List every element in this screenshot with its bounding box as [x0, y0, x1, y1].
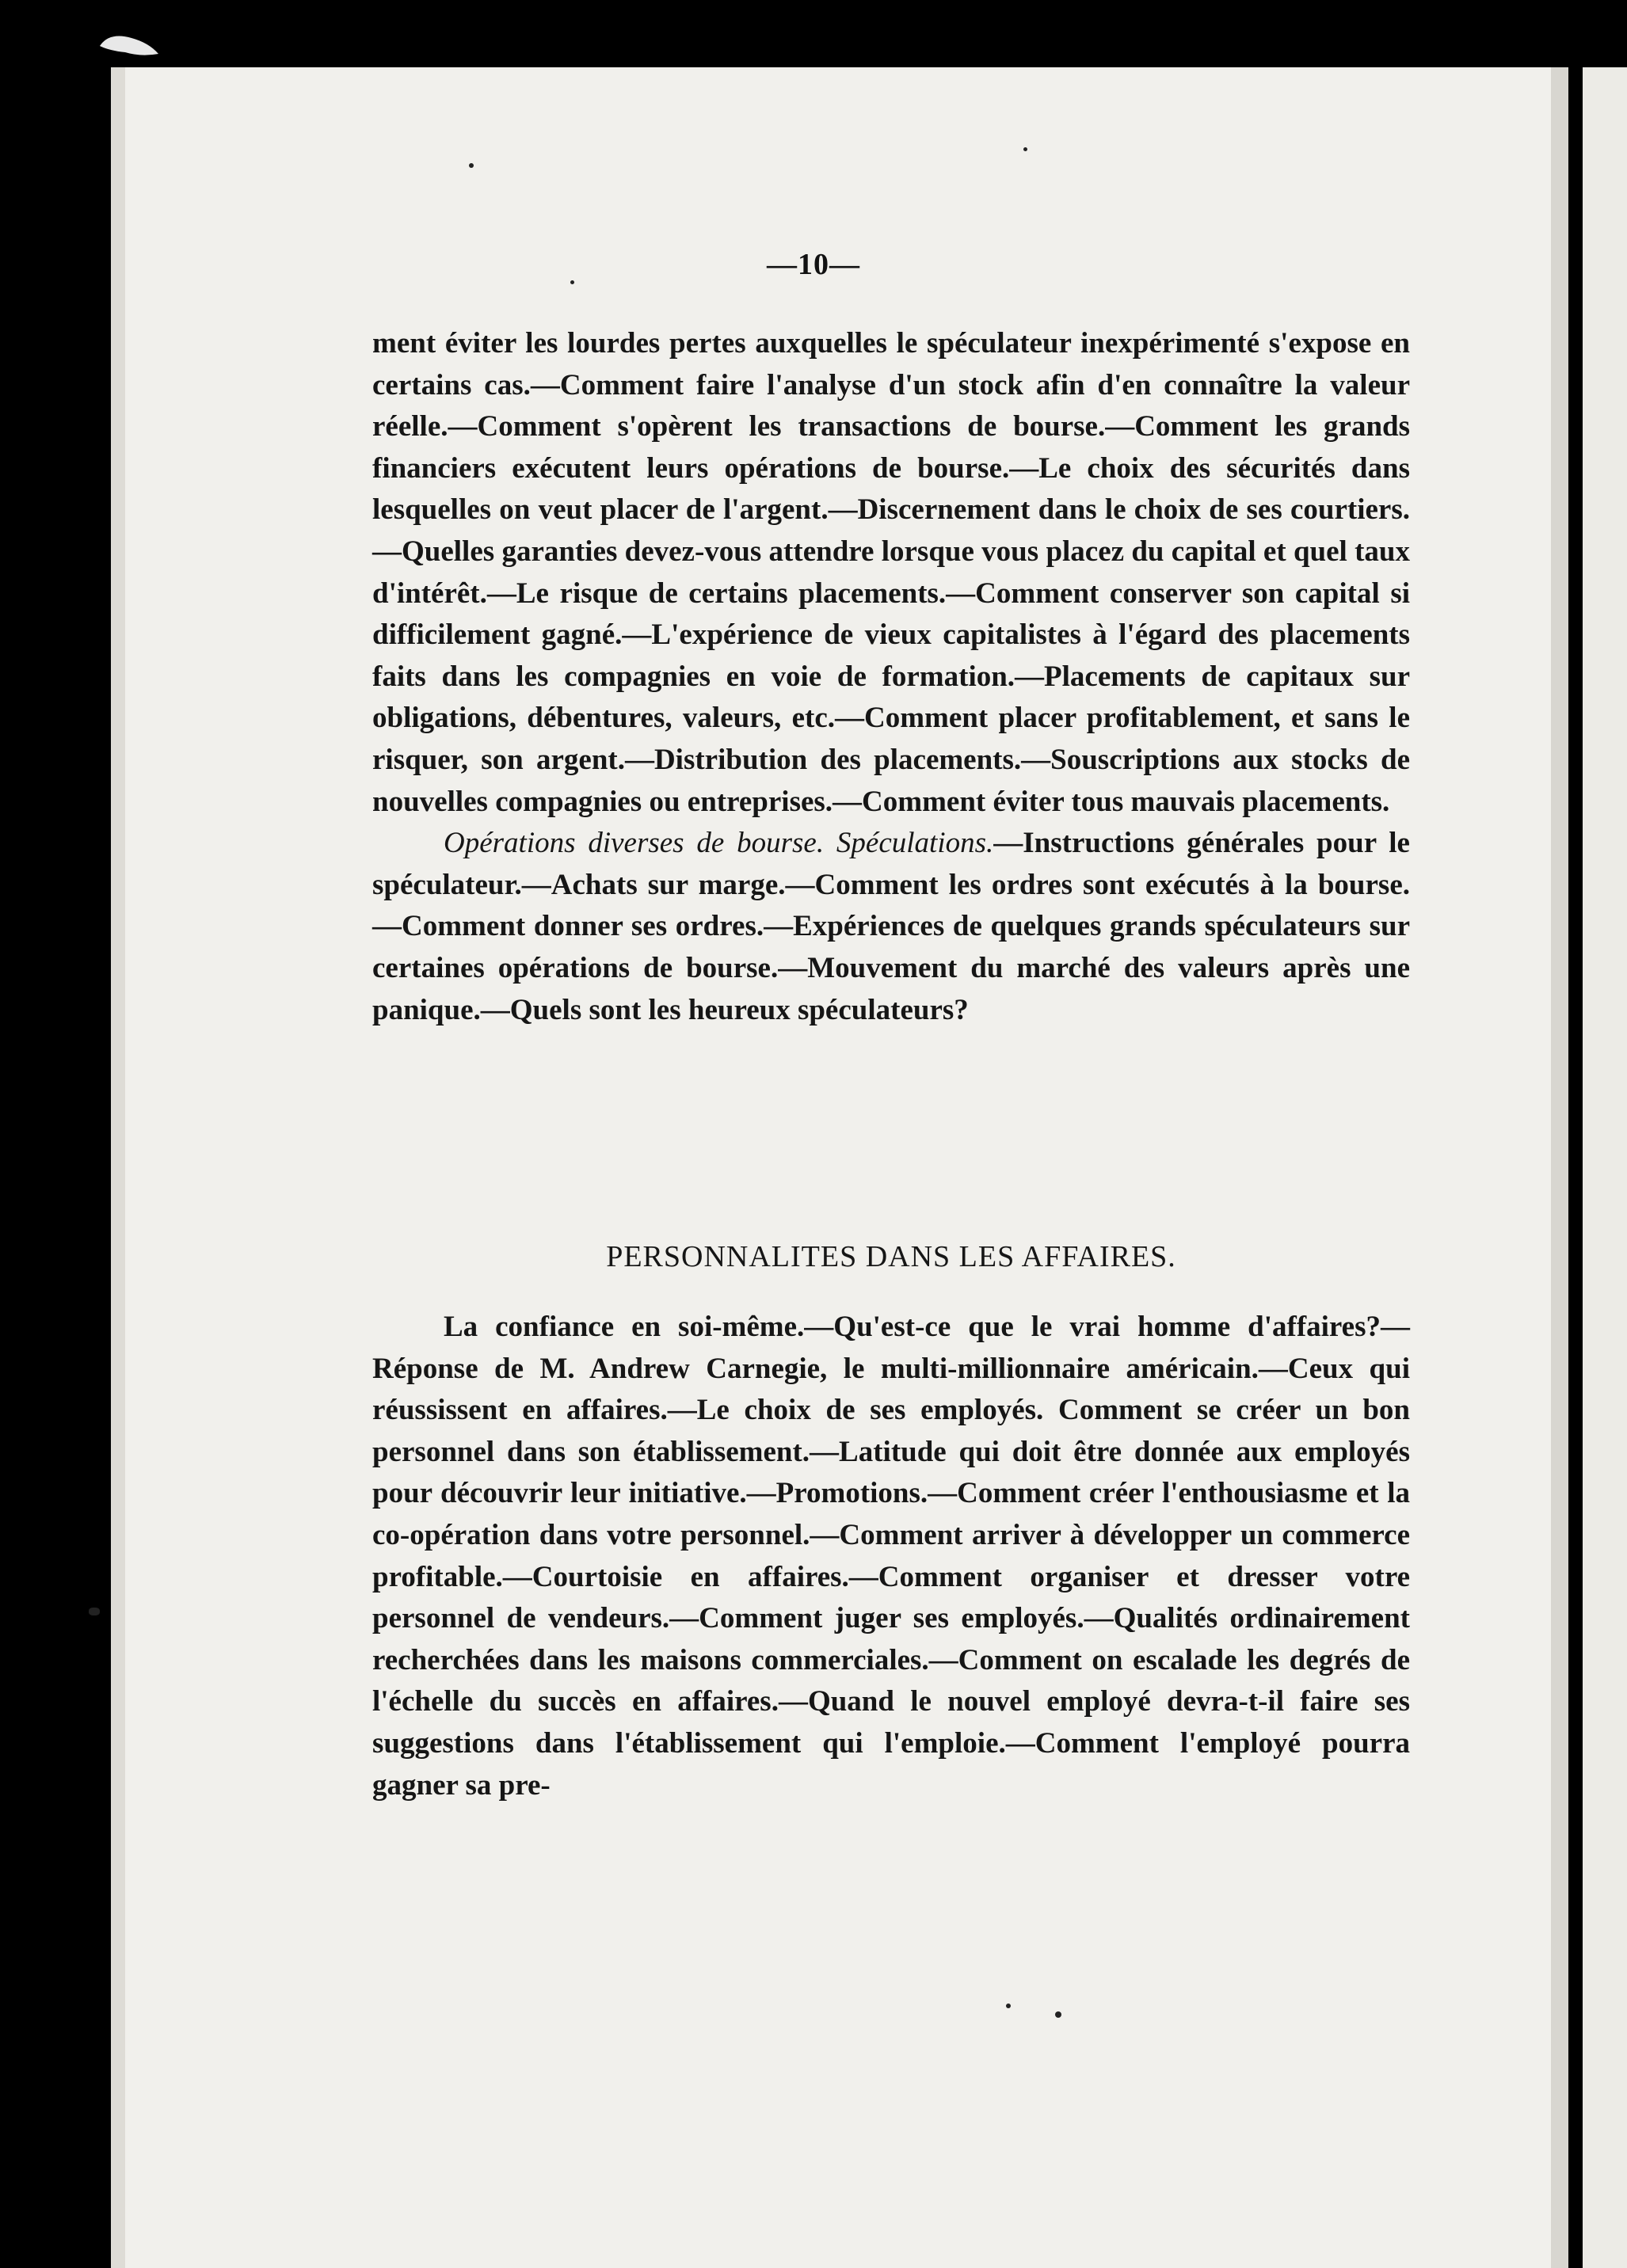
bourse-operations-paragraph — [372, 823, 1410, 1031]
personnalites-paragraph: La confiance en soi-même.—Qu'est-ce que le vrai homme d'affaires?—Réponse de M. Andrew Carnegie, le multi-millionnaire américain.—Ceux qui réussissent en affaires.—Le choix de ses employés. Comment se créer un bon personnel dans son établissement.—Latitude qui doit être donnée aux employés pour découvrir leur initiative.—Promotions.—Comment créer l'enthousiasme et la co-opération dans votre personnel.—Comment arriver à développer un commerce profitable.—Courtoisie en affaires.—Comment organiser et dresser votre personnel de vendeurs.—Comment juger ses employés.—Qualités ordinairement recherchées dans les maisons commerciales.—Comment on escalade les degrés de l'échelle du succès en affaires.—Quand le nouvel employé devra-t-il faire ses suggestions dans l'établissement qui l'emploie.—Comment l'employé pourra gagner sa pre- — [372, 1311, 1410, 1802]
dust-speck — [469, 163, 474, 168]
body-text-section-2 — [372, 1307, 1410, 1806]
continuation-paragraph: ment éviter les lourdes pertes auxquelles le spéculateur inexpérimenté s'expose en certains cas.—Comment faire l'analyse d'un stock afin d'en connaître la valeur réelle.—Comment s'opèrent les transactions de bourse.—Comment les grands financiers exécutent leurs opérations de bourse.—Le choix des sécurités dans lesquelles on veut placer de l'argent.—Discernement dans le choix de ses courtiers.—Quelles garanties devez-vous attendre lorsque vous placez du capital et quel taux d'intérêt.—Le risque de certains placements.—Comment conserver son capital si difficilement gagné.—L'expérience de vieux capitalistes à l'égard des placements faits dans les compagnies en voie de formation.—Placements de capitaux sur obligations, débentures, valeurs, etc.—Comment placer profitablement, et sans le risquer, son argent.—Distribution des placements.—Souscriptions aux stocks de nouvelles compagnies ou entreprises.—Comment éviter tous mauvais placements. — [372, 327, 1410, 818]
page-edge-right — [1551, 67, 1568, 2268]
italic-lead-text: Opérations diverses de bourse. Spéculations. — [444, 827, 994, 860]
page-edge-left — [111, 67, 125, 2268]
dust-speck — [1006, 2004, 1011, 2008]
page-number: —10— — [767, 248, 860, 281]
dust-speck — [1023, 147, 1027, 151]
paragraph-body-text: —Instructions générales pour le spéculateur.—Achats sur marge.—Comment les ordres sont exécutés à la bourse.—Comment donner ses ordres.—Expériences de quelques grands spéculateurs sur certaines opérations de bourse.—Mouvement du marché des valeurs après une panique.—Quels sont les heureux spéculateurs? — [372, 827, 1410, 1026]
dust-speck — [89, 1608, 100, 1615]
body-text-section-1 — [372, 323, 1410, 1031]
adjacent-page-strip — [1583, 67, 1627, 2268]
dust-speck — [1055, 2011, 1061, 2018]
section-heading: PERSONNALITES DANS LES AFFAIRES. — [606, 1240, 1176, 1273]
scan-corner-mark — [93, 22, 165, 62]
